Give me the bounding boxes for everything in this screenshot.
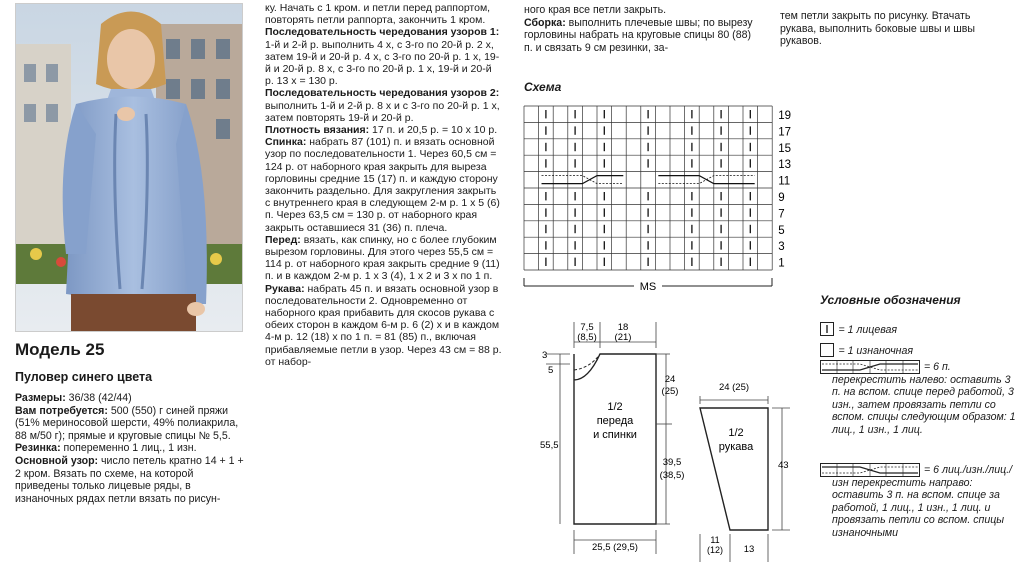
paragraph <box>265 234 502 283</box>
paragraph-label: Основной узор: <box>15 454 99 467</box>
paragraph <box>15 455 245 505</box>
paragraph-label: Плотность вязания: <box>265 124 370 137</box>
dim-armhole: 24 <box>664 374 676 385</box>
paragraph <box>15 405 245 443</box>
paragraph <box>780 10 1000 48</box>
paragraph-text: ного края все петли закрыть. <box>524 4 667 16</box>
dim-cuff-a-alt: (12) <box>706 545 724 555</box>
dim-cuff-a: 11 <box>710 535 720 545</box>
paragraph <box>265 26 502 87</box>
column-3-text <box>524 4 759 54</box>
body-label-2: переда <box>596 415 634 427</box>
paragraph <box>15 392 245 405</box>
dim-cuff-b: 13 <box>743 544 755 555</box>
chart-row-numbers <box>778 110 791 270</box>
model-photo <box>15 3 243 332</box>
dim-side-alt: (38,5) <box>659 470 685 481</box>
paragraph-text: 36/38 (42/44) <box>65 392 132 404</box>
paragraph-label: Резинка: <box>15 442 61 455</box>
paragraph-text: тем петли закрыть по рисунку. Втачать рукава, выполнить боковые швы и швы рукавов. <box>780 10 975 48</box>
paragraph-label: Сборка: <box>524 16 566 29</box>
legend-item-purl <box>820 341 1020 359</box>
paragraph <box>265 136 502 234</box>
paragraph-text: 17 п. и 20,5 р. = 10 х 10 р. <box>369 124 498 137</box>
dim-shoulder-alt: (21) <box>614 332 632 343</box>
sleeve-label-2: рукава <box>718 441 754 453</box>
chart-row-number: 15 <box>778 142 791 155</box>
legend-title: Условные обозначения <box>820 293 961 307</box>
paragraph-label: Рукава: <box>265 282 305 295</box>
paragraph-text: вязать, как спинку, но с более глубоким вырезом горловины. Для этого через 55,5 см = 114 р. от наборного края закрыть средние 9 (11) п. и в каждом 2-м р. 1 х 3 (4), 1 х 2 и 3 х по 1 п. <box>265 233 500 283</box>
dim-shoulder: 18 <box>617 322 629 333</box>
paragraph-label: Размеры: <box>15 392 66 404</box>
paragraph-text: набрать 87 (101) п. и вязать основной узор по последовательности 1. Через 60,5 см = 124 р. от наборного края закрыть для выреза горловины средние 15 (17) п. и каждую сторону закончить раздельно. Для закругления закрыть с внутреннего края в следующем 2-м р. 1 х 5 (6) п. Через 63,5 см = 130 р. от наборного края закрыть оставшиеся 31 (36) п. плеча. <box>265 136 500 234</box>
paragraph-text: выполнить 1-й и 2-й р. 8 х и с 3-го по 20-й р. 1 х, затем повторять 19-й и 20-й р. <box>265 99 500 124</box>
paragraph-text: число петель кратно 14 + 1 + 2 кром. Вязать по схеме, на которой приведены только лицевые ряды, в изнаночных рядах петли вязать по рисун- <box>15 454 244 505</box>
dim-sleeve-length: 43 <box>778 460 789 471</box>
paragraph-label: Вам потребуется: <box>15 404 108 417</box>
column-4-text <box>780 10 1000 48</box>
legend-text: = 1 изнаночная <box>838 345 914 357</box>
dim-side: 39,5 <box>662 457 682 468</box>
chart-row-number: 5 <box>778 224 785 237</box>
paragraph <box>524 17 759 55</box>
paragraph-label: Спинка: <box>265 136 307 149</box>
knitting-chart <box>520 100 800 300</box>
dim-neck-alt: (8,5) <box>577 332 597 343</box>
paragraph-label: Перед: <box>265 233 301 246</box>
paragraph-text: попеременно 1 лиц., 1 изн. <box>60 442 197 455</box>
body-label-1: 1/2 <box>607 401 623 413</box>
chart-row-number: 7 <box>778 208 785 221</box>
paragraph-text: 1-й и 2-й р. выполнить 4 х, с 3-го по 20-й р. 2 х, затем 19-й и 20-й р. 4 х, с 3-го по 20-й р. 1 х, 19-й и 20-й р. 8 х, с 3-го по 20-й р. 1 х, 19-й и 20-й р. 13 х = 130 р. <box>265 38 500 88</box>
paragraph <box>265 2 502 26</box>
knit-stitch-icon <box>820 322 834 336</box>
model-title: Модель 25 <box>15 340 105 359</box>
body-pattern-diagram <box>530 318 690 564</box>
chart-row-number: 3 <box>778 241 785 254</box>
legend-cable-left-text: = 6 п. перекрестить налево: оставить 3 п. на вспом. спице перед работой, 3 изн., затем провязать петли со вспом. спицы следующим образом: 1 лиц., 1 изн., 1 лиц. <box>832 361 1016 436</box>
paragraph-text: выполнить плечевые швы; по вырезу горловины набрать на круговые спицы 80 (88) п. и связать 9 см резинки, за- <box>524 16 753 54</box>
sleeve-label-1: 1/2 <box>728 427 744 439</box>
sleeve-pattern-diagram <box>690 372 810 564</box>
dim-height: 55,5 <box>540 440 559 451</box>
legend-text: = 1 лицевая <box>838 324 898 336</box>
dim-sleeve-top: 24 (25) <box>718 382 750 393</box>
body-label-3: и спинки <box>593 429 637 441</box>
chart-row-number: 11 <box>778 175 791 188</box>
paragraph <box>265 87 502 124</box>
column-2-text <box>265 2 502 368</box>
paragraph <box>524 4 759 17</box>
chart-row-number: 1 <box>778 257 785 270</box>
chart-row-number: 17 <box>778 126 791 139</box>
cable-cross-mark <box>658 176 754 184</box>
paragraph-label: Последовательность чередования узоров 2: <box>265 87 500 100</box>
paragraph <box>15 442 245 455</box>
paragraph-text: ку. Начать с 1 кром. и петли перед раппортом, повторять петли раппорта, закончить 1 кром. <box>265 2 491 27</box>
legend-cable-right-text: = 6 лиц./изн./лиц./изн перекрестить направо: оставить 3 п. на вспом. спице за работой, 1 лиц., 1 изн., 1 лиц. и провязать петли со вспом. спицы изнаночными <box>832 464 1013 539</box>
column-1-text <box>15 392 245 505</box>
paragraph-text: 500 (550) г синей пряжи (51% мериносовой шерсти, 49% полиакрила, 88 м/50 г); прямые и круговые спицы № 5,5. <box>15 404 239 442</box>
dim-neck-depth-front: 5 <box>548 365 554 376</box>
paragraph <box>265 124 502 136</box>
chart-row-number: 9 <box>778 192 785 204</box>
model-photo-illustration <box>16 4 242 331</box>
paragraph-text: набрать 45 п. и вязать основной узор в последовательности 2. Одновременно от наборного края прибавить для скосов рукава с обеих сторон в каждом 6-м р. 6 (2) х и в каждом 4-м р. 12 (18) х по 1 п. = 81 (85) п., включая прибавляемые петли в узор. Через 43 см = 88 р. от набор- <box>265 282 502 368</box>
legend-item-knit <box>820 320 1020 338</box>
paragraph <box>265 283 502 368</box>
paragraph-label: Последовательность чередования узоров 1: <box>265 26 500 39</box>
dim-neck: 7,5 <box>580 322 594 333</box>
dim-neck-depth-back: 3 <box>542 350 548 361</box>
schema-title: Схема <box>524 80 562 94</box>
repeat-label: MS <box>639 281 657 293</box>
chart-row-number: 13 <box>778 159 791 172</box>
chart-row-number: 19 <box>778 110 791 122</box>
dim-armhole-alt: (25) <box>661 386 679 397</box>
model-subtitle: Пуловер синего цвета <box>15 370 153 384</box>
purl-stitch-icon <box>820 343 834 357</box>
dim-width: 25,5 (29,5) <box>592 542 638 553</box>
